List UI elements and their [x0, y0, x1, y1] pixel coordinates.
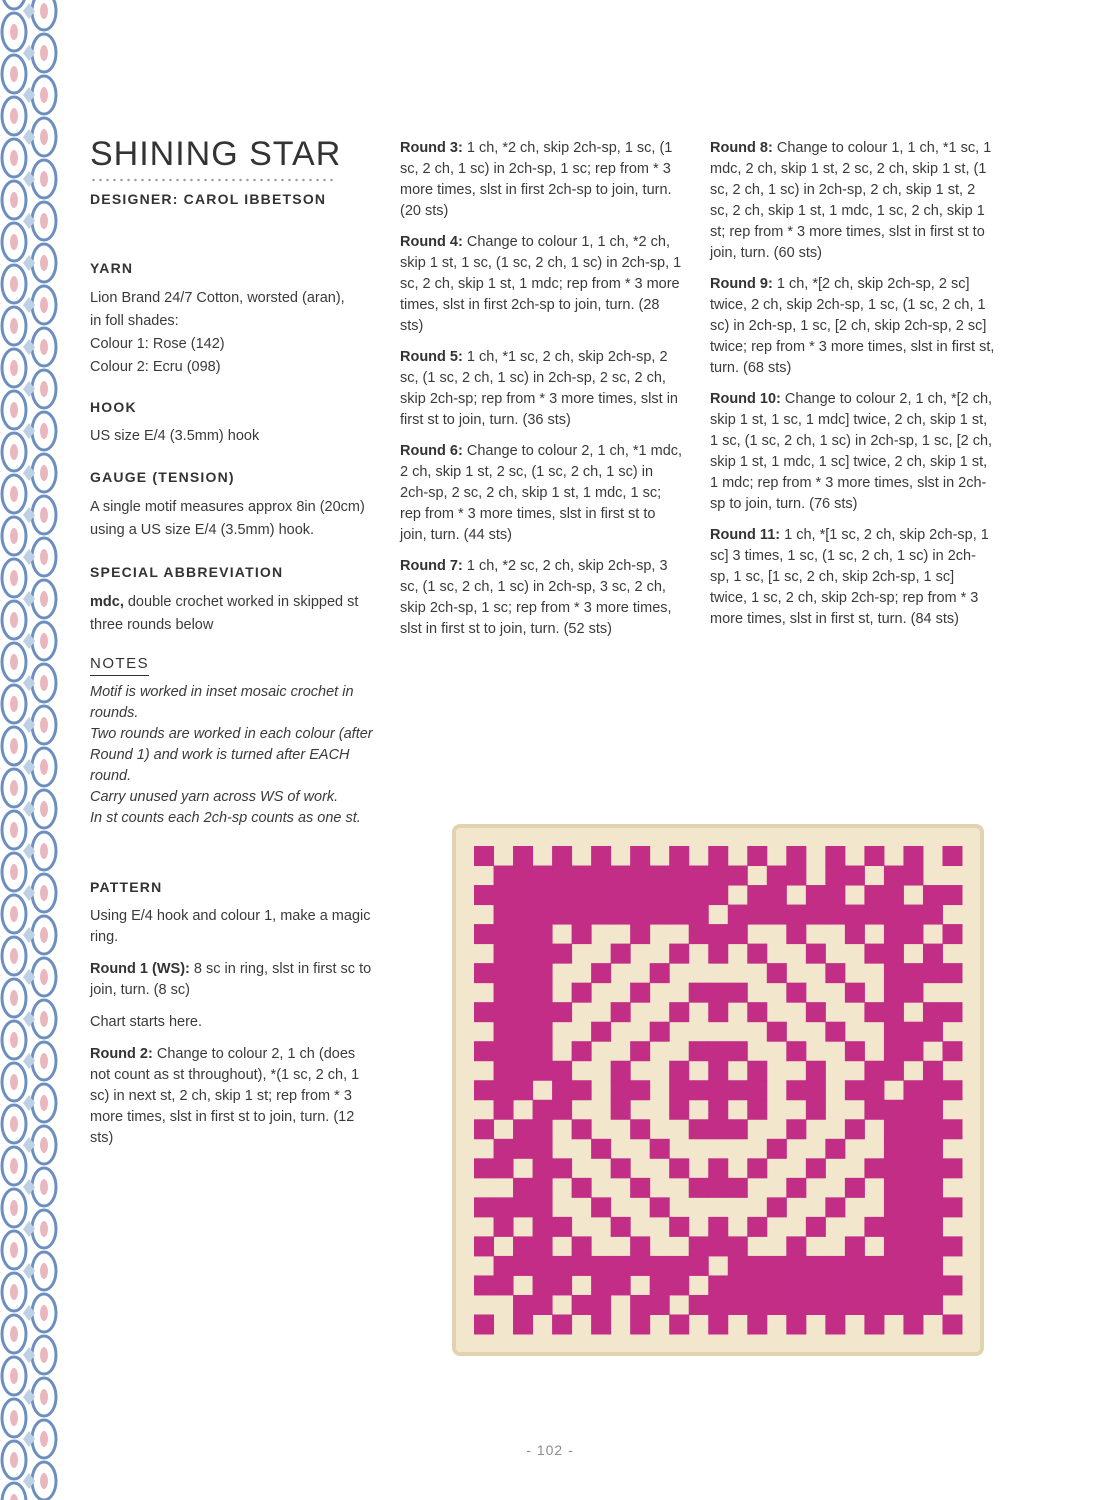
border-tile [2, 1231, 56, 1290]
border-tile [2, 811, 56, 870]
yarn-line: Lion Brand 24/7 Cotton, worsted (aran), [90, 290, 345, 306]
rounds-column-3 [710, 138, 995, 640]
gauge-heading: GAUGE (TENSION) [90, 469, 235, 485]
round-text: 8 sc in ring, slst in first sc to join, turn. (8 sc) [90, 961, 372, 998]
pattern-intro: Using E/4 hook and colour 1, make a magic ring. [90, 908, 371, 945]
border-tile [2, 391, 56, 450]
yarn-section [90, 258, 375, 379]
page-number: - 102 - [526, 1442, 574, 1458]
round-3 [400, 138, 685, 222]
round-label: Round 3: [400, 140, 463, 156]
materials-column [90, 258, 375, 1160]
round-text: Change to colour 1, 1 ch, *2 ch, skip 1 st, 1 sc, (1 sc, 2 ch, 1 sc) in 2ch-sp, 1 sc, 2 ch, skip 1 st, 1 mdc; rep from * 3 more times, slst in first 2ch-sp to join, turn. (28 sts) [400, 234, 682, 334]
round-5 [400, 347, 685, 431]
round-label: Round 10: [710, 391, 781, 407]
hook-heading: HOOK [90, 399, 137, 415]
abbreviation-section [90, 562, 375, 637]
border-tile [2, 97, 56, 156]
round-text: Change to colour 2, 1 ch, *[2 ch, skip 1 st, 1 sc, 1 mdc] twice, 2 ch, skip 1 st, 1 sc, (1 sc, 2 ch, 1 sc) in 2ch-sp, 1 sc, [2 ch, skip 1 st, 1 mdc, 1 sc] twice, 2 ch, skip 1 st, 1 mdc; rep from * 3 more times, slst in 2ch-sp to join, turn. (76 sts) [710, 391, 993, 512]
note-line: Carry unused yarn across WS of work. [90, 789, 339, 805]
border-tile [2, 1063, 56, 1122]
border-tile [2, 1357, 56, 1416]
abbreviation-heading: SPECIAL ABBREVIATION [90, 564, 284, 580]
crochet-motif-photo [448, 820, 988, 1360]
border-tile [2, 1021, 56, 1080]
tile-pattern-graphic [0, 0, 58, 1500]
border-tile [2, 349, 56, 408]
round-text: 1 ch, *1 sc, 2 ch, skip 2ch-sp, 2 sc, (1 sc, 2 ch, 1 sc) in 2ch-sp, 2 sc, 2 ch, skip 2ch-sp; rep from * 3 more times, slst in first st to join, turn. (36 sts) [400, 349, 678, 428]
yarn-heading: YARN [90, 260, 134, 276]
yarn-details [90, 287, 375, 379]
border-tile [2, 1105, 56, 1164]
round-text: 1 ch, *2 sc, 2 ch, skip 2ch-sp, 3 sc, (1 sc, 2 ch, 1 sc) in 2ch-sp, 3 sc, 2 ch, skip 2ch-sp, 1 sc; rep from * 3 more times, slst in first st to join, turn. (52 sts) [400, 558, 672, 637]
border-tile [2, 769, 56, 828]
notes-heading: NOTES [90, 653, 149, 676]
round-text: 1 ch, *[1 sc, 2 ch, skip 2ch-sp, 1 sc] 3 times, 1 sc, (1 sc, 2 ch, 1 sc) in 2ch-sp, 1 sc, [1 sc, 2 ch, skip 2ch-sp, 1 sc] twice, 1 sc, 2 ch, skip 2ch-sp; rep from * 3 more times, slst in first st, turn. (84 sts) [710, 527, 989, 627]
border-tile [2, 55, 56, 114]
round-text: Change to colour 2, 1 ch (does not count as st throughout), *(1 sc, 2 ch, 1 sc) in next st, 2 ch, skip 1 st; rep from * 3 more times, slst in first st to join, turn. (12 sts) [90, 1046, 360, 1146]
round-label: Round 8: [710, 140, 773, 156]
page-title: SHINING STAR [90, 135, 342, 173]
border-tile [2, 853, 56, 912]
round-label: Round 11: [710, 527, 781, 543]
round-11 [710, 525, 995, 630]
round-7 [400, 556, 685, 640]
round-label: Round 4: [400, 234, 463, 250]
border-tile [2, 601, 56, 660]
abbreviation-definition: double crochet worked in skipped st three rounds below [90, 594, 359, 633]
border-tile [2, 937, 56, 996]
border-tile [2, 1147, 56, 1206]
border-tile [2, 307, 56, 366]
border-tile [2, 643, 56, 702]
round-text: Change to colour 2, 1 ch, *1 mdc, 2 ch, skip 1 st, 2 sc, (1 sc, 2 ch, 1 sc) in 2ch-sp, 2 sc, 2 ch, skip 1 st, 1 mdc, 1 sc; rep from * 3 more times, slst in first st to join, turn. (44 sts) [400, 443, 683, 543]
border-tile [2, 13, 56, 72]
title-dotted-divider [90, 178, 335, 182]
round-8 [710, 138, 995, 264]
pattern-heading: PATTERN [90, 879, 163, 895]
gauge-text: A single motif measures approx 8in (20cm) using a US size E/4 (3.5mm) hook. [90, 499, 365, 538]
round-10 [710, 389, 995, 515]
border-tile [2, 727, 56, 786]
yarn-line: in foll shades: [90, 313, 179, 329]
yarn-colour-1: Colour 1: Rose (142) [90, 336, 225, 352]
border-tile [2, 433, 56, 492]
border-tile [2, 223, 56, 282]
border-tile [2, 1273, 56, 1332]
designer-credit: DESIGNER: CAROL IBBETSON [90, 191, 327, 207]
abbreviation-term: mdc, [90, 594, 124, 610]
notes-section [90, 653, 375, 829]
gauge-section [90, 467, 375, 542]
round-label: Round 9: [710, 276, 773, 292]
hook-section [90, 397, 375, 447]
hook-text: US size E/4 (3.5mm) hook [90, 428, 260, 444]
border-tile [2, 1189, 56, 1248]
round-label: Round 2: [90, 1046, 153, 1062]
round-text: 1 ch, *2 ch, skip 2ch-sp, 1 sc, (1 sc, 2 ch, 1 sc) in 2ch-sp, 1 sc; rep from * 3 more times, slst in first 2ch-sp to join, turn. (20 sts) [400, 140, 673, 219]
round-label: Round 7: [400, 558, 463, 574]
border-tile [2, 1315, 56, 1374]
border-tile [2, 181, 56, 240]
round-1 [90, 959, 375, 1001]
round-label: Round 5: [400, 349, 463, 365]
note-line: In st counts each 2ch-sp counts as one st. [90, 810, 361, 826]
note-line: Motif is worked in inset mosaic crochet in rounds. [90, 684, 354, 721]
yarn-colour-2: Colour 2: Ecru (098) [90, 359, 221, 375]
rounds-column-2 [400, 138, 685, 650]
border-tile [2, 475, 56, 534]
border-tile [2, 517, 56, 576]
border-tile [2, 139, 56, 198]
abbreviation-text [90, 591, 375, 637]
round-label: Round 6: [400, 443, 463, 459]
note-line: Two rounds are worked in each colour (after Round 1) and work is turned after EACH round. [90, 726, 373, 784]
border-tile [2, 559, 56, 618]
round-label: Round 1 (WS): [90, 961, 190, 977]
border-tile [2, 979, 56, 1038]
round-9 [710, 274, 995, 379]
notes-text [90, 682, 375, 829]
border-tile [2, 685, 56, 744]
round-2 [90, 1044, 375, 1149]
border-tile [2, 265, 56, 324]
round-4 [400, 232, 685, 337]
border-tile [2, 895, 56, 954]
round-text: 1 ch, *[2 ch, skip 2ch-sp, 2 sc] twice, 2 ch, skip 2ch-sp, 1 sc, (1 sc, 2 ch, 1 sc) in 2ch-sp, 1 sc, [2 ch, skip 2ch-sp, 2 sc] twice; rep from * 3 more times, slst in first st, turn. (68 sts) [710, 276, 995, 376]
decorative-tile-border [0, 0, 58, 1500]
mosaic-square-graphic [448, 820, 988, 1360]
round-text: Change to colour 1, 1 ch, *1 sc, 1 mdc, 2 ch, skip 1 st, 2 sc, 2 ch, skip 1 st, (1 sc, 2 ch, 1 sc) in 2ch-sp, 2 ch, skip 1 st, 2 sc, 2 ch, skip 1 st, 1 mdc, 1 sc, 2 ch, skip 1 st; rep from * 3 more times, slst in first st to join, turn. (60 sts) [710, 140, 992, 261]
pattern-section [90, 877, 375, 1149]
chart-note: Chart starts here. [90, 1014, 203, 1030]
round-6 [400, 441, 685, 546]
